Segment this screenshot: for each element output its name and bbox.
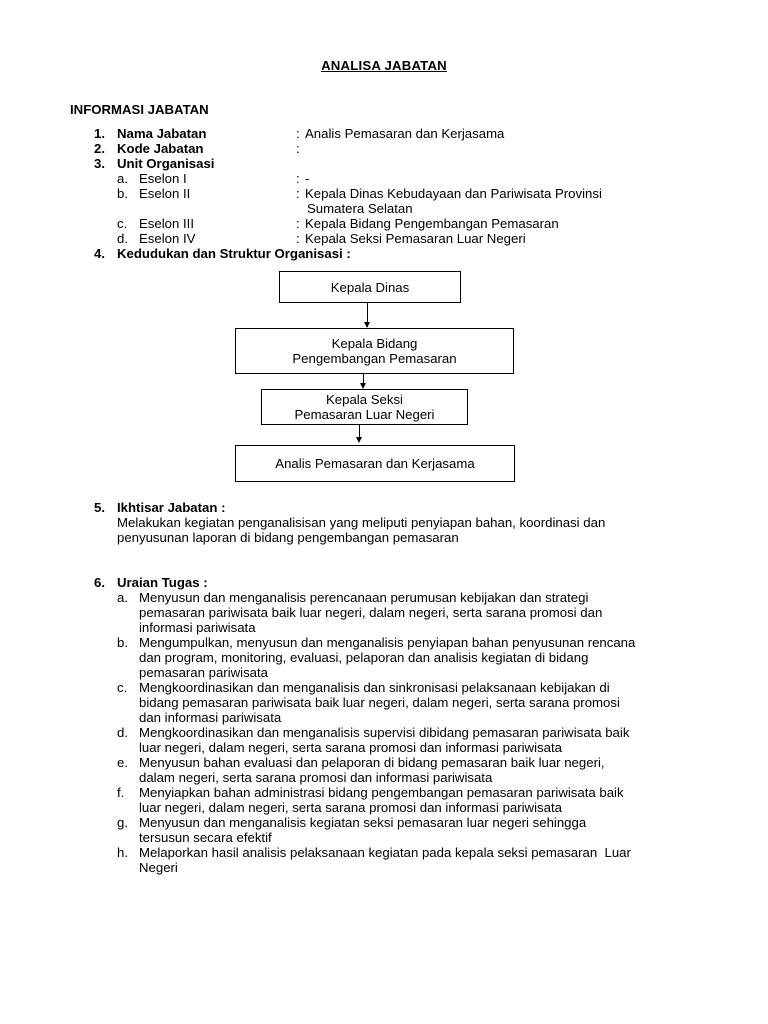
eselon-letter: b. <box>117 186 128 201</box>
item-number: 4. <box>94 246 105 261</box>
org-node-kepala-dinas <box>279 271 461 303</box>
colon: : <box>296 186 300 201</box>
org-node-kepala-bidang <box>235 328 514 374</box>
org-node-line: Analis Pemasaran dan Kerjasama <box>275 456 475 471</box>
ikhtisar-text: Melakukan kegiatan penganalisisan yang meliputi penyiapan bahan, koordinasi dan <box>117 515 606 530</box>
item-number: 5. <box>94 500 105 515</box>
colon: : <box>296 171 300 186</box>
task-line: Menyiapkan bahan administrasi bidang pengembangan pemasaran pariwisata baik <box>139 785 624 800</box>
document-title: ANALISA JABATAN <box>321 58 447 73</box>
task-letter: b. <box>117 635 128 650</box>
org-node-line: Kepala Seksi <box>326 392 403 407</box>
org-connector <box>367 303 368 323</box>
eselon-label: Eselon I <box>139 171 187 186</box>
task-line: Mengkoordinasikan dan menganalisis dan sinkronisasi pelaksanaan kebijakan di <box>139 680 610 695</box>
colon: : <box>296 216 300 231</box>
task-letter: h. <box>117 845 128 860</box>
task-line: Menyusun dan menganalisis kegiatan seksi pemasaran luar negeri sehingga <box>139 815 587 830</box>
task-line: pemasaran pariwisata <box>139 665 269 680</box>
item-label-ikhtisar: Ikhtisar Jabatan : <box>117 500 226 515</box>
task-line: bidang pemasaran pariwisata baik luar negeri, dalam negeri, serta sarana promosi <box>139 695 620 710</box>
arrow-down-icon <box>356 437 362 443</box>
eselon-label: Eselon II <box>139 186 191 201</box>
eselon-value: Kepala Dinas Kebudayaan dan Pariwisata Provinsi <box>305 186 602 201</box>
item-label-kedudukan: Kedudukan dan Struktur Organisasi : <box>117 246 351 261</box>
eselon-letter: c. <box>117 216 128 231</box>
task-letter: c. <box>117 680 128 695</box>
eselon-label: Eselon IV <box>139 231 196 246</box>
colon: : <box>296 141 300 156</box>
task-line: Mengumpulkan, menyusun dan menganalisis penyiapan bahan penyusunan rencana <box>139 635 636 650</box>
org-node-kepala-seksi <box>261 389 468 425</box>
task-line: Mengkoordinasikan dan menganalisis supervisi dibidang pemasaran pariwisata baik <box>139 725 630 740</box>
task-line: tersusun secara efektif <box>139 830 272 845</box>
item-number: 3. <box>94 156 105 171</box>
eselon-label: Eselon III <box>139 216 194 231</box>
task-line: dan informasi pariwisata <box>139 710 282 725</box>
org-node-line: Pemasaran Luar Negeri <box>294 407 435 422</box>
eselon-value: - <box>305 171 310 186</box>
task-line: dalam negeri, serta sarana promosi dan informasi pariwisata <box>139 770 493 785</box>
task-line: Melaporkan hasil analisis pelaksanaan kegiatan pada kepala seksi pemasaran Luar <box>139 845 631 860</box>
task-line: Menyusun dan menganalisis perencanaan perumusan kebijakan dan strategi <box>139 590 589 605</box>
org-node-line: Pengembangan Pemasaran <box>292 351 457 366</box>
task-letter: d. <box>117 725 128 740</box>
colon: : <box>296 231 300 246</box>
task-letter: g. <box>117 815 128 830</box>
item-label-unit-organisasi: Unit Organisasi <box>117 156 215 171</box>
item-number: 2. <box>94 141 105 156</box>
task-line: Negeri <box>139 860 178 875</box>
eselon-value-continuation: Sumatera Selatan <box>307 201 413 216</box>
section-heading: INFORMASI JABATAN <box>70 102 209 117</box>
value-nama-jabatan: Analis Pemasaran dan Kerjasama <box>305 126 505 141</box>
org-node-line: Kepala Bidang <box>331 336 418 351</box>
task-letter: a. <box>117 590 128 605</box>
item-label-nama-jabatan: Nama Jabatan <box>117 126 207 141</box>
org-node-line: Kepala Dinas <box>330 279 410 295</box>
eselon-value: Kepala Bidang Pengembangan Pemasaran <box>305 216 559 231</box>
item-number: 1. <box>94 126 105 141</box>
colon: : <box>296 126 300 141</box>
eselon-letter: d. <box>117 231 128 246</box>
org-node-analis <box>235 445 515 482</box>
task-letter: f. <box>117 785 125 800</box>
task-line: Menyusun bahan evaluasi dan pelaporan di bidang pemasaran baik luar negeri, <box>139 755 605 770</box>
ikhtisar-text: penyusunan laporan di bidang pengembangan pemasaran <box>117 530 459 545</box>
item-label-uraian: Uraian Tugas : <box>117 575 208 590</box>
task-line: pemasaran pariwisata baik luar negeri, dalam negeri, serta sarana promosi dan <box>139 605 603 620</box>
task-line: luar negeri, dalam negeri, serta sarana promosi dan informasi pariwisata <box>139 740 562 755</box>
eselon-value: Kepala Seksi Pemasaran Luar Negeri <box>305 231 526 246</box>
task-line: luar negeri, dalam negeri, serta sarana promosi dan informasi pariwisata <box>139 800 562 815</box>
item-label-kode-jabatan: Kode Jabatan <box>117 141 204 156</box>
task-line: dan program, monitoring, evaluasi, pelaporan dan analisis kegiatan di bidang <box>139 650 589 665</box>
item-number: 6. <box>94 575 105 590</box>
task-letter: e. <box>117 755 128 770</box>
eselon-letter: a. <box>117 171 128 186</box>
task-line: informasi pariwisata <box>139 620 256 635</box>
